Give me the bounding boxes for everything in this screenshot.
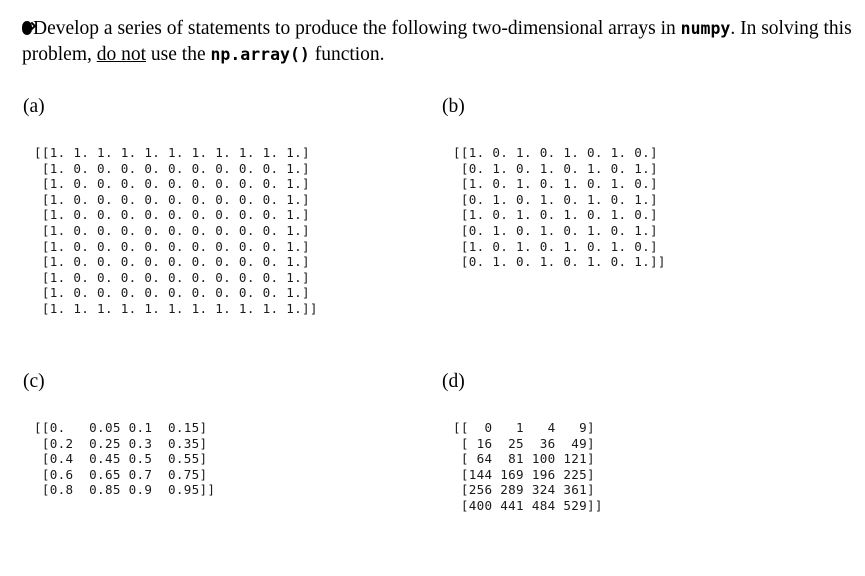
part-d-label: (d) <box>442 371 465 392</box>
part-a-label: (a) <box>23 96 45 117</box>
problem-statement <box>22 16 852 68</box>
bullet-icon <box>22 21 32 35</box>
problem-code-numpy: numpy <box>680 19 731 38</box>
part-b-array-output: [[1. 0. 1. 0. 1. 0. 1. 0.] [0. 1. 0. 1. 0. 1. 0. 1.] [1. 0. 1. 0. 1. 0. 1. 0.] [0. 1. 0. 1. 0. 1. 0. 1.] [1. 0. 1. 0. 1. 0. 1. 0.] [0. 1. 0. 1. 0. 1. 0. 1.] [1. 0. 1. 0. 1. 0. 1. 0.] [0. 1. 0. 1. 0. 1. 0. 1.]] <box>453 145 666 270</box>
problem-text-3: use the <box>146 44 211 65</box>
problem-code-np-array: np.array() <box>210 45 310 64</box>
problem-text-1: Develop a series of statements to produce the following two-dimensional arrays in <box>33 18 681 39</box>
part-d-array-output: [[ 0 1 4 9] [ 16 25 36 49] [ 64 81 100 121] [144 169 196 225] [256 289 324 361] [400 441 484 529]] <box>453 420 603 513</box>
part-c-label: (c) <box>23 371 45 392</box>
part-c-array-output: [[0. 0.05 0.1 0.15] [0.2 0.25 0.3 0.35] [0.4 0.45 0.5 0.55] [0.6 0.65 0.7 0.75] [0.8 0.85 0.9 0.95]] <box>34 420 216 498</box>
part-a-array-output: [[1. 1. 1. 1. 1. 1. 1. 1. 1. 1. 1.] [1. 0. 0. 0. 0. 0. 0. 0. 0. 0. 1.] [1. 0. 0. 0. 0. 0. 0. 0. 0. 0. 1.] [1. 0. 0. 0. 0. 0. 0. 0. 0. 0. 1.] [1. 0. 0. 0. 0. 0. 0. 0. 0. 0. 1.] [1. 0. 0. 0. 0. 0. 0. 0. 0. 0. 1.] [1. 0. 0. 0. 0. 0. 0. 0. 0. 0. 1.] [1. 0. 0. 0. 0. 0. 0. 0. 0. 0. 1.] [1. 0. 0. 0. 0. 0. 0. 0. 0. 0. 1.] [1. 0. 0. 0. 0. 0. 0. 0. 0. 0. 1.] [1. 1. 1. 1. 1. 1. 1. 1. 1. 1. 1.]] <box>34 145 318 316</box>
problem-text-2: . In solving this problem, <box>22 18 852 65</box>
problem-text-4: function. <box>309 44 385 65</box>
part-b-label: (b) <box>442 96 465 117</box>
problem-underline: do not <box>96 44 147 65</box>
